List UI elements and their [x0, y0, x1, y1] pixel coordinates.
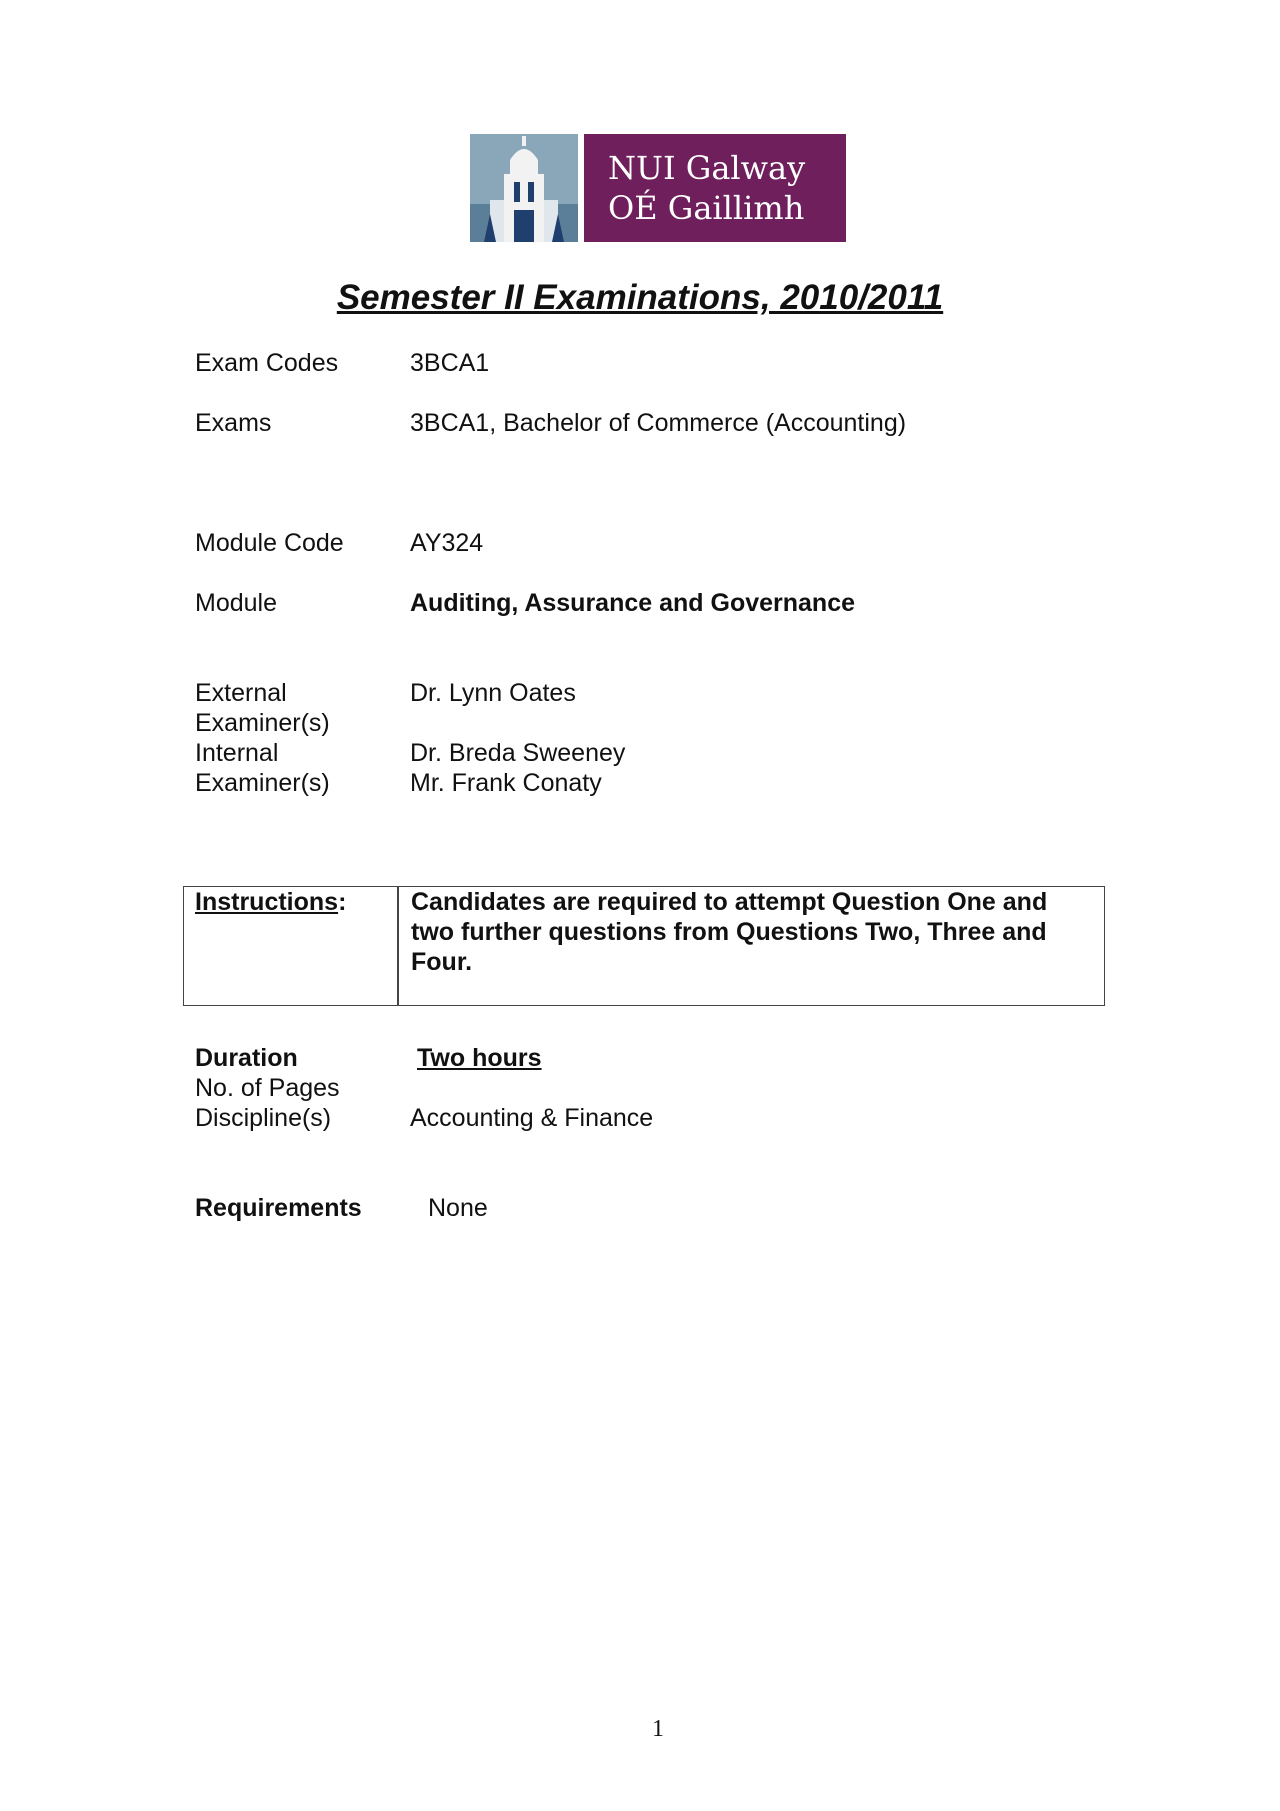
internal-examiner-label-2: Examiner(s) [195, 769, 330, 797]
external-examiner-label-2: Examiner(s) [195, 709, 330, 737]
logo-line-1: NUI Galway [608, 149, 806, 187]
discipline-value: Accounting & Finance [410, 1104, 654, 1132]
instructions-line-2: two further questions from Questions Two, Three and [411, 918, 1047, 946]
university-logo [470, 134, 846, 242]
exam-codes-value: 3BCA1 [410, 349, 490, 377]
exams-value: 3BCA1, Bachelor of Commerce (Accounting) [410, 409, 907, 437]
instructions-box [183, 886, 1105, 1006]
pages-label: No. of Pages [195, 1074, 340, 1102]
instructions-colon: : [338, 888, 347, 916]
instructions-divider [397, 887, 399, 1005]
requirements-value: None [428, 1194, 488, 1222]
instructions-line-3: Four. [411, 948, 473, 976]
module-label: Module [195, 589, 277, 617]
exams-label: Exams [195, 409, 272, 437]
internal-examiner-value-1: Dr. Breda Sweeney [410, 739, 626, 767]
exam-codes-label: Exam Codes [195, 349, 339, 377]
instructions-label-text: Instructions [195, 888, 339, 916]
instructions-label [195, 887, 346, 917]
external-examiner-label-1: External [195, 679, 287, 707]
page-title: Semester II Examinations, 2010/2011 [336, 278, 944, 317]
requirements-label: Requirements [195, 1194, 362, 1222]
module-value: Auditing, Assurance and Governance [410, 589, 856, 617]
duration-label: Duration [195, 1044, 298, 1072]
instructions-text [411, 887, 1091, 977]
external-examiner-value: Dr. Lynn Oates [410, 679, 576, 707]
module-code-label: Module Code [195, 529, 344, 557]
tower-icon [470, 134, 578, 242]
module-code-value: AY324 [410, 529, 484, 557]
logo-wordmark [584, 134, 846, 242]
instructions-line-1: Candidates are required to attempt Question One and [411, 888, 1048, 916]
logo-line-2: OÉ Gaillimh [608, 189, 805, 227]
page-number: 1 [652, 1716, 664, 1742]
internal-examiner-label-1: Internal [195, 739, 279, 767]
internal-examiner-value-2: Mr. Frank Conaty [410, 769, 602, 797]
duration-value: Two hours [417, 1044, 542, 1072]
discipline-label: Discipline(s) [195, 1104, 332, 1132]
